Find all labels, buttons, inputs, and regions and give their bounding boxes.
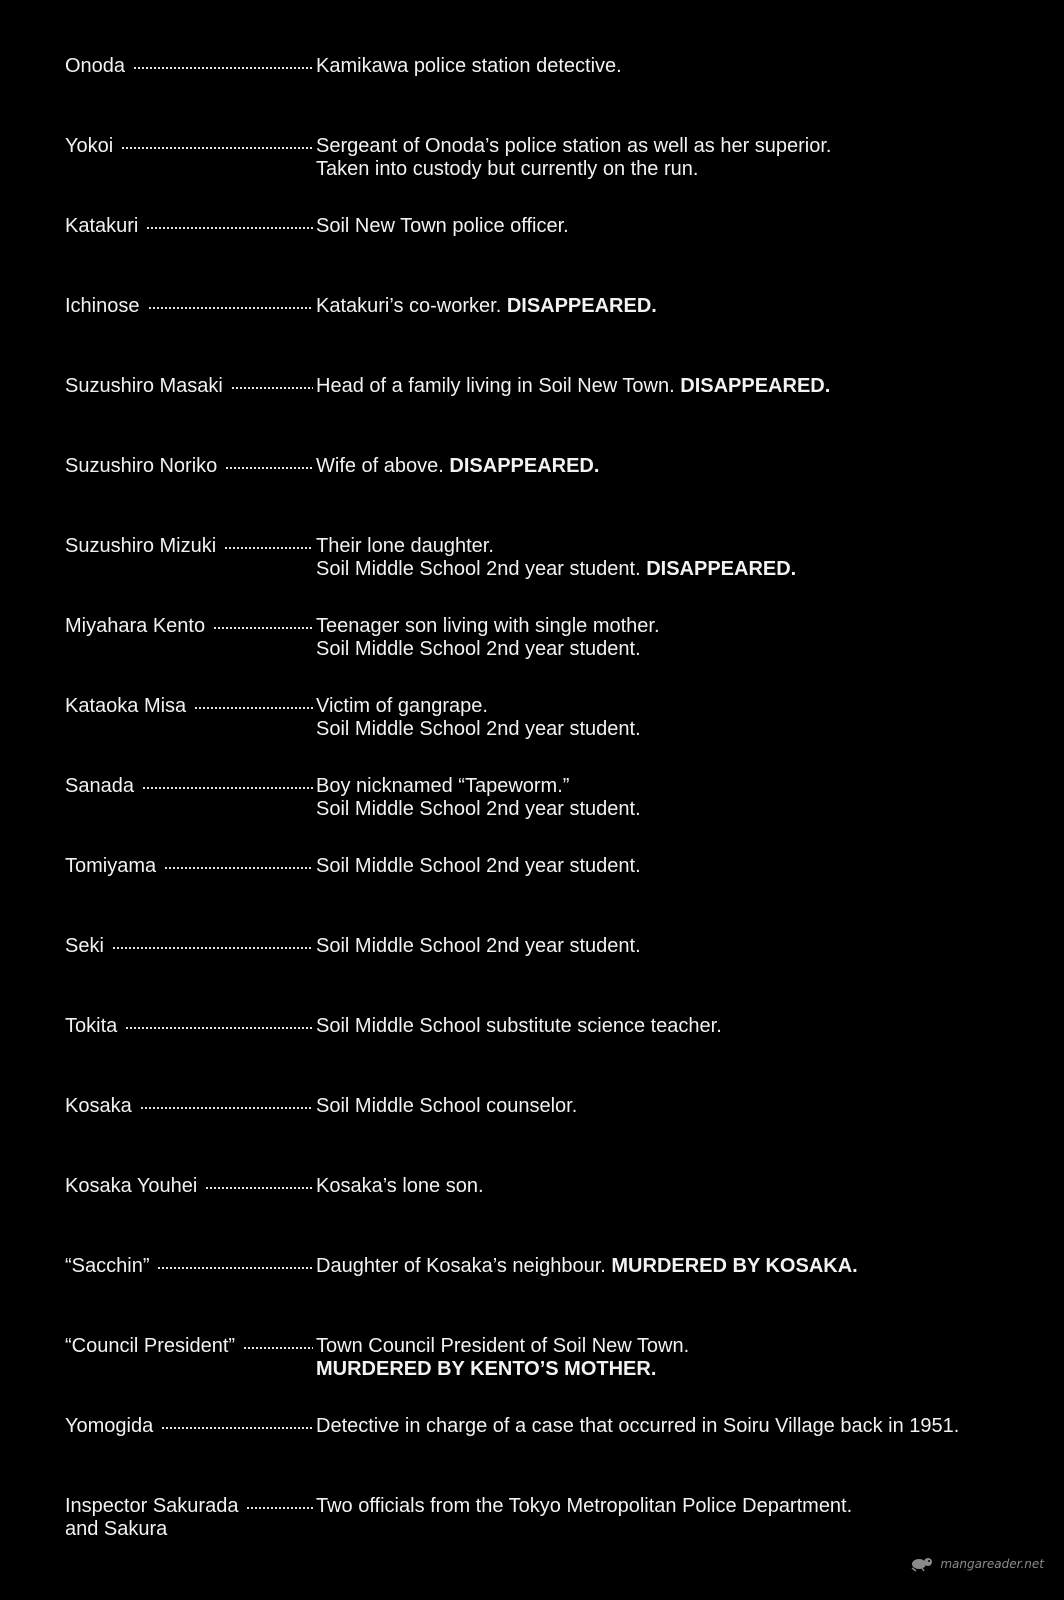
dot-leader — [161, 1427, 313, 1429]
description-line — [316, 375, 1051, 398]
status-label: MURDERED BY KOSAKA. — [611, 1255, 858, 1277]
status-label: DISAPPEARED. — [680, 375, 831, 397]
dot-leader — [148, 307, 314, 309]
dot-leader — [243, 1347, 313, 1349]
dot-leader — [246, 1507, 313, 1509]
character-description — [316, 215, 1051, 238]
description-text: Kosaka’s lone son. — [316, 1175, 484, 1197]
description-line — [316, 1415, 1051, 1438]
status-label: MURDERED BY KENTO’S MOTHER. — [316, 1358, 657, 1380]
description-text: Teenager son living with single mother. — [316, 615, 660, 637]
character-name — [65, 55, 313, 78]
dot-leader — [213, 627, 313, 629]
dot-leader — [205, 1187, 313, 1189]
character-name-text: “Council President” — [65, 1335, 236, 1357]
description-line — [316, 855, 1051, 878]
description-text: Their lone daughter. — [316, 535, 494, 557]
description-line — [316, 135, 1051, 158]
character-name — [65, 1255, 313, 1278]
character-name-text: Suzushiro Masaki — [65, 375, 223, 397]
watermark-text: mangareader.net — [940, 1557, 1044, 1571]
character-description — [316, 775, 1051, 821]
description-text: Soil Middle School 2nd year student. — [316, 798, 641, 820]
description-line — [316, 1095, 1051, 1118]
description-line — [316, 775, 1051, 798]
character-name-text: Tokita — [65, 1015, 118, 1037]
character-description — [316, 1175, 1051, 1198]
character-description — [316, 455, 1051, 478]
character-name-text: Yokoi — [65, 135, 114, 157]
description-line — [316, 638, 1051, 661]
description-text: Head of a family living in Soil New Town. — [316, 375, 681, 397]
character-name — [65, 135, 313, 158]
description-line — [316, 1358, 1051, 1381]
description-line — [316, 455, 1051, 478]
description-text: Soil Middle School 2nd year student. — [316, 855, 641, 877]
description-line — [316, 558, 1051, 581]
character-name — [65, 535, 313, 558]
dot-leader — [224, 547, 313, 549]
character-name — [65, 375, 313, 398]
description-text: Victim of gangrape. — [316, 695, 488, 717]
character-description — [316, 1495, 1051, 1518]
character-name — [65, 1335, 313, 1358]
dot-leader — [157, 1267, 313, 1269]
dot-leader — [133, 67, 313, 69]
watermark — [910, 1556, 1044, 1572]
character-name-text: Inspector Sakurada — [65, 1495, 239, 1517]
description-line — [316, 215, 1051, 238]
character-name — [65, 855, 313, 878]
character-name-text: Miyahara Kento — [65, 615, 206, 637]
character-name-text: Onoda — [65, 55, 126, 77]
character-name-text: Kosaka — [65, 1095, 132, 1117]
character-name — [65, 935, 313, 958]
mascot-icon — [910, 1556, 936, 1572]
description-text: Soil Middle School 2nd year student. — [316, 558, 647, 580]
description-line — [316, 295, 1051, 318]
dot-leader — [112, 947, 313, 949]
character-name-text: Katakuri — [65, 215, 139, 237]
character-name — [65, 455, 313, 478]
character-name — [65, 215, 313, 238]
character-name-text: Ichinose — [65, 295, 140, 317]
character-description — [316, 615, 1051, 661]
dot-leader — [142, 787, 313, 789]
dot-leader — [146, 227, 313, 229]
description-text: Soil New Town police officer. — [316, 215, 569, 237]
character-name — [65, 695, 313, 718]
description-line — [316, 798, 1051, 821]
description-text: Katakuri’s co-worker. — [316, 295, 507, 317]
description-text: Soil Middle School counselor. — [316, 1095, 578, 1117]
description-line — [316, 1255, 1051, 1278]
character-name-text: Kosaka Youhei — [65, 1175, 198, 1197]
character-name — [65, 1095, 313, 1118]
character-name — [65, 1495, 313, 1540]
description-line — [316, 1015, 1051, 1038]
description-line — [316, 158, 1051, 181]
description-text: Sergeant of Onoda’s police station as well as her superior. — [316, 135, 832, 157]
character-name — [65, 775, 313, 798]
character-name — [65, 1175, 313, 1198]
character-name-line2: and Sakura — [65, 1518, 168, 1540]
description-line — [316, 1495, 1051, 1518]
character-name-text: Suzushiro Noriko — [65, 455, 218, 477]
character-description — [316, 695, 1051, 741]
description-text: Boy nicknamed “Tapeworm.” — [316, 775, 570, 797]
character-name-text: Seki — [65, 935, 104, 957]
character-description — [316, 1415, 1051, 1438]
character-name — [65, 615, 313, 638]
dot-leader — [140, 1107, 313, 1109]
description-line — [316, 935, 1051, 958]
description-line — [316, 1335, 1051, 1358]
description-text: Daughter of Kosaka’s neighbour. — [316, 1255, 612, 1277]
dot-leader — [164, 867, 313, 869]
character-name-text: Kataoka Misa — [65, 695, 187, 717]
description-text: Two officials from the Tokyo Metropolitan Police Department. — [316, 1495, 853, 1517]
character-description — [316, 1095, 1051, 1118]
character-description — [316, 535, 1051, 581]
description-line — [316, 695, 1051, 718]
dot-leader — [125, 1027, 313, 1029]
description-text: Kamikawa police station detective. — [316, 55, 622, 77]
character-name-text: Tomiyama — [65, 855, 157, 877]
character-description — [316, 1335, 1051, 1381]
dot-leader — [194, 707, 313, 709]
character-description — [316, 935, 1051, 958]
character-name — [65, 1015, 313, 1038]
character-name-text: Suzushiro Mizuki — [65, 535, 217, 557]
character-description — [316, 855, 1051, 878]
description-text: Wife of above. — [316, 455, 450, 477]
character-name-text: Yomogida — [65, 1415, 154, 1437]
description-text: Soil Middle School 2nd year student. — [316, 935, 641, 957]
description-line — [316, 718, 1051, 741]
character-name — [65, 295, 313, 318]
character-description — [316, 375, 1051, 398]
description-text: Taken into custody but currently on the run. — [316, 158, 699, 180]
character-name-text: Sanada — [65, 775, 134, 797]
description-text: Soil Middle School 2nd year student. — [316, 638, 641, 660]
status-label: DISAPPEARED. — [506, 295, 657, 317]
status-label: DISAPPEARED. — [646, 558, 797, 580]
character-description — [316, 55, 1051, 78]
character-name — [65, 1415, 313, 1438]
description-line — [316, 615, 1051, 638]
description-text: Town Council President of Soil New Town. — [316, 1335, 690, 1357]
dot-leader — [231, 387, 313, 389]
description-text: Detective in charge of a case that occurred in Soiru Village back in 1951. — [316, 1415, 960, 1437]
character-description — [316, 135, 1051, 181]
dot-leader — [225, 467, 313, 469]
status-label: DISAPPEARED. — [449, 455, 600, 477]
character-name-text: “Sacchin” — [65, 1255, 150, 1277]
description-line — [316, 535, 1051, 558]
description-line — [316, 55, 1051, 78]
character-description — [316, 1015, 1051, 1038]
dot-leader — [121, 147, 313, 149]
description-text: Soil Middle School 2nd year student. — [316, 718, 641, 740]
character-description — [316, 295, 1051, 318]
description-line — [316, 1175, 1051, 1198]
character-description — [316, 1255, 1051, 1278]
description-text: Soil Middle School substitute science teacher. — [316, 1015, 722, 1037]
